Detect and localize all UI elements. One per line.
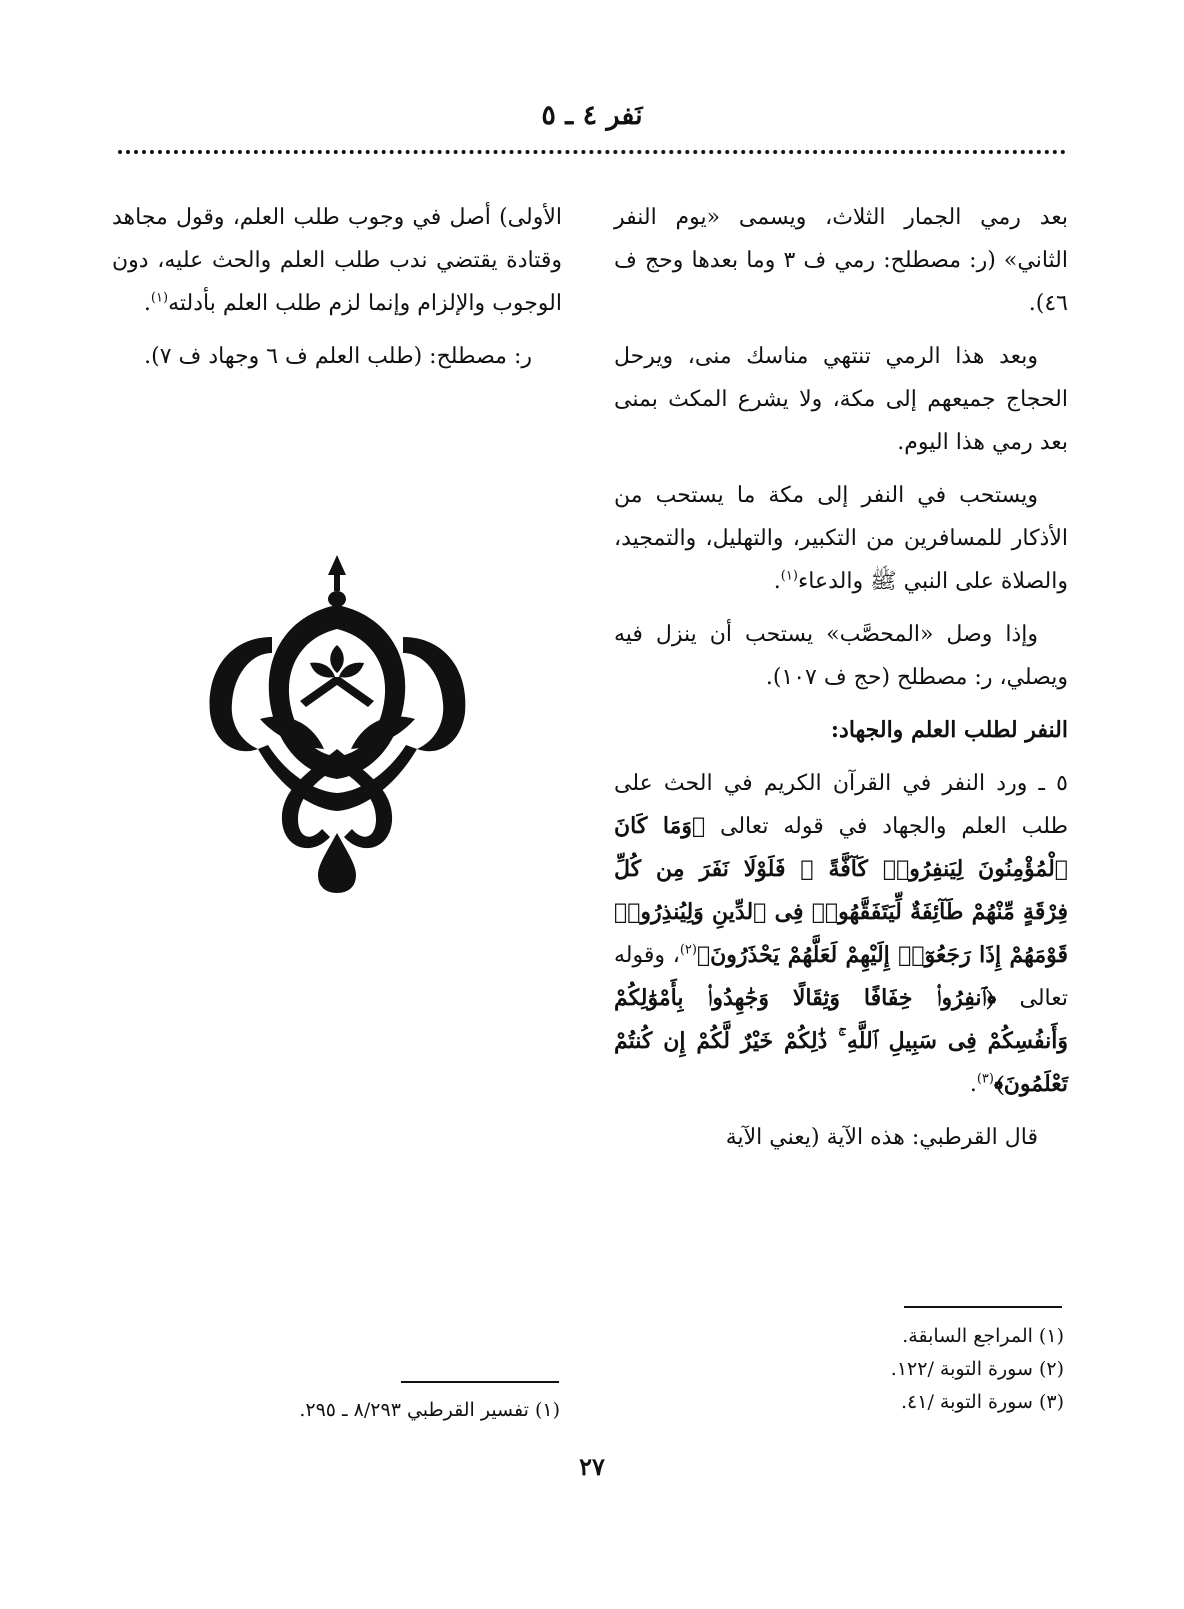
footnote-ref: (٣) bbox=[976, 1071, 994, 1087]
footnote-separator-left bbox=[401, 1381, 559, 1383]
footnote-ref: (١) bbox=[150, 290, 169, 306]
footnote-ref: (٢) bbox=[679, 942, 697, 958]
paragraph-left-2: ر: مصطلح: (طلب العلم ف ٦ وجهاد ف ٧). bbox=[144, 344, 532, 369]
footnotes-right bbox=[700, 1320, 1064, 1419]
paragraph-3-text: ويستحب في النفر إلى مكة ما يستحب من الأذكار للمسافرين من التكبير، والتهليل، والتمجيد، والصلاة على النبي ﷺ والدعاء bbox=[614, 483, 1068, 594]
footnote-item: (٢) سورة التوبة /١٢٢. bbox=[890, 1358, 1064, 1380]
paragraph-left-1 bbox=[112, 196, 562, 325]
footnote-ref: (١) bbox=[780, 568, 798, 584]
page-number: ٢٧ bbox=[579, 1452, 605, 1481]
paragraph-left-1-text: الأولى) أصل في وجوب طلب العلم، وقول مجاهد وقتادة يقتضي ندب طلب العلم والحث عليه، دون الوجوب والإلزام وإنما لزم طلب العلم بأدلته bbox=[112, 205, 562, 316]
arabesque-ornament-icon bbox=[200, 553, 475, 893]
footnote-item: (٣) سورة التوبة /٤١. bbox=[901, 1391, 1064, 1413]
paragraph-1: بعد رمي الجمار الثلاث، ويسمى «يوم النفر الثاني» (ر: مصطلح: رمي ف ٣ وما بعدها وحج ف ٤٦). bbox=[614, 205, 1068, 316]
header-dotted-rule bbox=[118, 150, 1066, 154]
quran-verse-2: ﴿ٱنفِرُوا۟ خِفَافًا وَثِقَالًا وَجَٰهِدُوا۟ بِأَمْوَٰلِكُمْ وَأَنفُسِكُمْ فِى سَبِيلِ ٱللَّهِ ۚ ذَٰلِكُمْ خَيْرٌ لَّكُمْ إِن كُنتُمْ تَعْلَمُونَ﴾ bbox=[614, 985, 1068, 1097]
footnote-item: (١) تفسير القرطبي ٨/٢٩٣ ـ ٢٩٥. bbox=[299, 1399, 560, 1421]
paragraph-5-end: . bbox=[969, 1072, 977, 1097]
section-subheading: النفر لطلب العلم والجهاد: bbox=[830, 717, 1068, 743]
paragraph-3-end: . bbox=[773, 569, 781, 594]
paragraph-5-mid: ، وقوله تعالى bbox=[614, 943, 1068, 1011]
footnote-item: (١) المراجع السابقة. bbox=[902, 1325, 1064, 1347]
paragraph-6: قال القرطبي: هذه الآية (يعني الآية bbox=[725, 1125, 1038, 1150]
paragraph-4: وإذا وصل «المحصَّب» يستحب أن ينزل فيه ويصلي، ر: مصطلح (حج ف ١٠٧). bbox=[614, 622, 1068, 690]
left-column bbox=[112, 196, 562, 388]
paragraph-left-1-end: . bbox=[143, 291, 151, 316]
paragraph-3 bbox=[614, 474, 1068, 603]
paragraph-5 bbox=[614, 762, 1068, 1106]
footnote-separator-right bbox=[904, 1306, 1062, 1308]
paragraph-2: وبعد هذا الرمي تنتهي مناسك منى، ويرحل الحجاج جميعهم إلى مكة، ولا يشرع المكث بمنى بعد رمي هذا اليوم. bbox=[614, 344, 1068, 455]
page-header: نَفر ٤ ـ ٥ bbox=[541, 100, 643, 131]
quran-verse-1: ﴿وَمَا كَانَ ٱلْمُؤْمِنُونَ لِيَنفِرُوا۟ كَآفَّةً ۚ فَلَوْلَا نَفَرَ مِن كُلِّ فِرْقَةٍ مِّنْهُمْ طَآئِفَةٌ لِّيَتَفَقَّهُوا۟ فِى ٱلدِّينِ وَلِيُنذِرُوا۟ قَوْمَهُمْ إِذَا رَجَعُوٓا۟ إِلَيْهِمْ لَعَلَّهُمْ يَحْذَرُونَ﴾ bbox=[614, 813, 1068, 968]
footnotes-left bbox=[150, 1394, 560, 1427]
right-column bbox=[614, 196, 1068, 1169]
paragraph-5-intro: ٥ ـ ورد النفر في القرآن الكريم في الحث على طلب العلم والجهاد في قوله تعالى bbox=[614, 771, 1069, 839]
